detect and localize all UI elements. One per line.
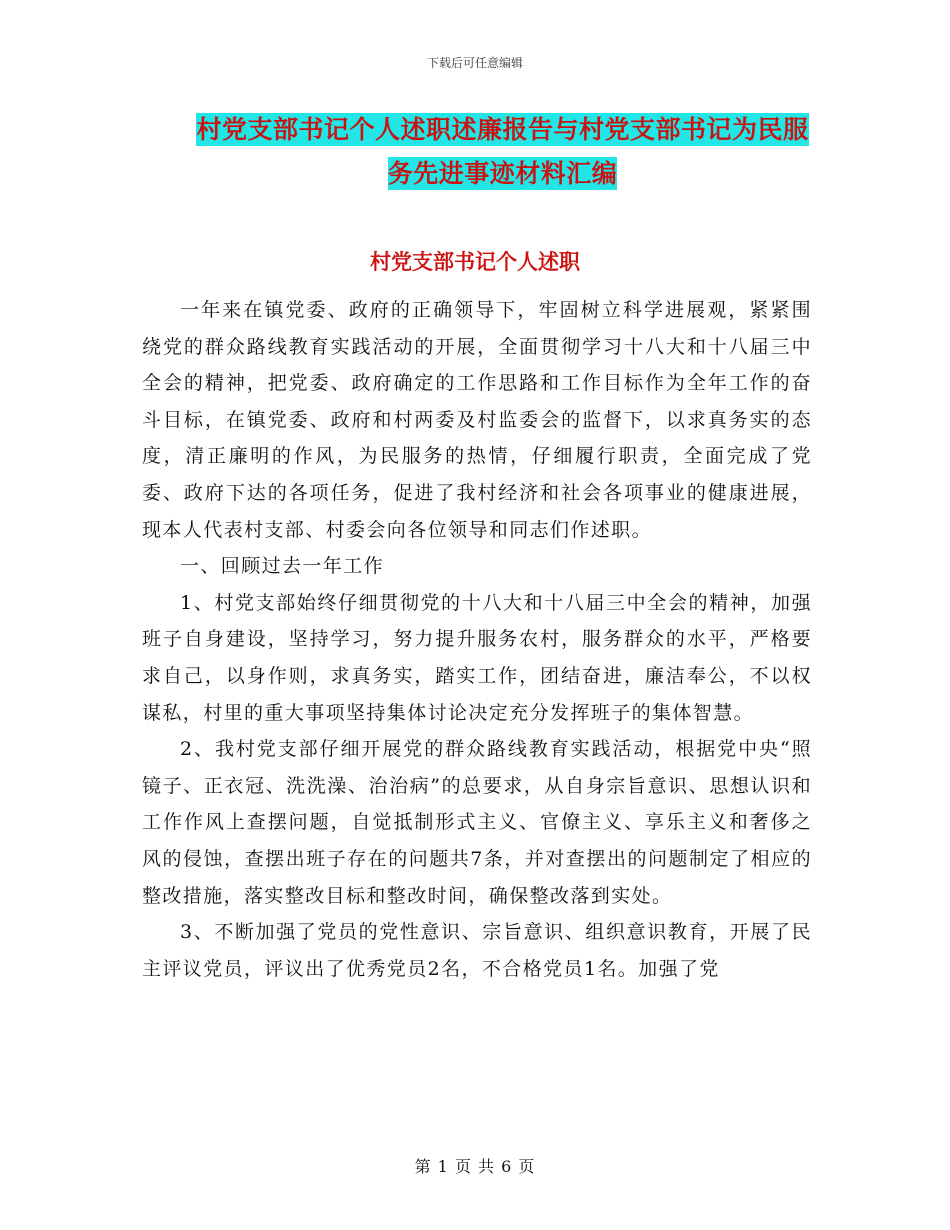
document-body xyxy=(142,292,812,987)
paragraph-item-2: 2、我村党支部仔细开展党的群众路线教育实践活动，根据党中央“照镜子、正衣冠、洗洗澡、治治病”的总要求，从自身宗旨意识、思想认识和工作作风上查摆问题，自觉抵制形式主义、官僚主义、享乐主义和奢侈之风的侵蚀，查摆出班子存在的问题共7条，并对查摆出的问题制定了相应的整改措施，落实整改目标和整改时间，确保整改落到实处。 xyxy=(142,738,812,907)
section-title: 村党支部书记个人述职 xyxy=(370,249,580,274)
page-number: 第 1 页 共 6 页 xyxy=(414,1157,536,1176)
paragraph-heading-review: 一、回顾过去一年工作 xyxy=(180,555,385,578)
document-title-text: 村党支部书记个人述职述廉报告与村党支部书记为民服务先进事迹材料汇编 xyxy=(196,115,809,188)
document-title xyxy=(190,108,815,196)
paragraph-item-3: 3、不断加强了党员的党性意识、宗旨意识、组织意识教育，开展了民主评议党员，评议出了优秀党员2名，不合格党员1名。加强了党 xyxy=(142,921,812,980)
paragraph-item-1: 1、村党支部始终仔细贯彻党的十八大和十八届三中全会的精神，加强班子自身建设，坚持学习，努力提升服务农村，服务群众的水平，严格要求自己，以身作则，求真务实，踏实工作，团结奋进，廉洁奉公，不以权谋私，村里的重大事项坚持集体讨论决定充分发挥班子的集体智慧。 xyxy=(142,591,812,724)
page-header: 下载后可任意编辑 xyxy=(426,56,523,70)
paragraph-intro: 一年来在镇党委、政府的正确领导下，牢固树立科学进展观，紧紧围绕党的群众路线教育实践活动的开展，全面贯彻学习十八大和十八届三中全会的精神，把党委、政府确定的工作思路和工作目标作为全年工作的奋斗目标，在镇党委、政府和村两委及村监委会的监督下，以求真务实的态度，清正廉明的作风，为民服务的热情，仔细履行职责，全面完成了党委、政府下达的各项任务，促进了我村经济和社会各项事业的健康进展，现本人代表村支部、村委会向各位领导和同志们作述职。 xyxy=(142,299,812,541)
